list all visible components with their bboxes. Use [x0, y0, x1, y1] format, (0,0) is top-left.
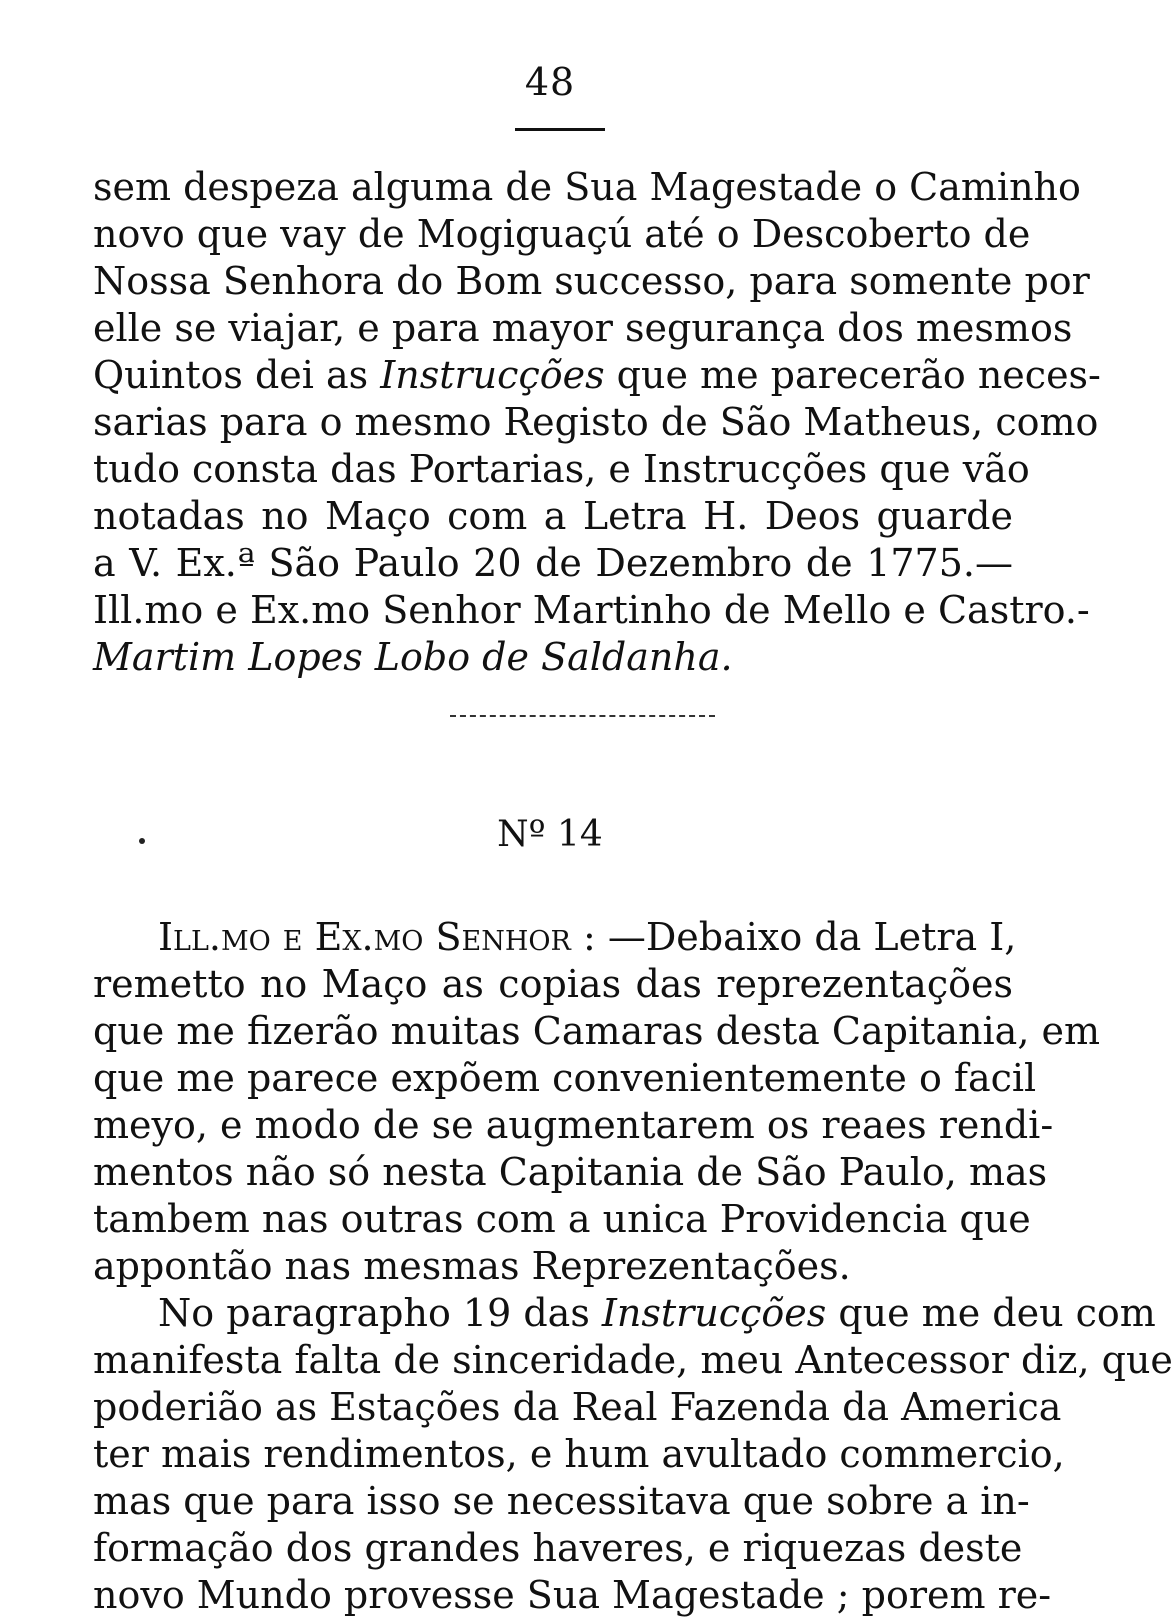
text-line: que me parece expõem convenientemente o facil: [93, 1056, 1037, 1100]
text-fragment: Quintos dei as: [93, 353, 381, 397]
text-line: poderião as Estações da Real Fazenda da America: [93, 1385, 1062, 1429]
text-line: [93, 1289, 1156, 1337]
text-line: mas que para isso se necessitava que sobre a in-: [93, 1479, 1030, 1523]
text-fragment: que me deu com: [826, 1291, 1156, 1335]
header-rule: [515, 128, 605, 131]
text-line: a V. Ex.ª São Paulo 20 de Dezembro de 1775.—: [93, 541, 1013, 585]
italic-term: Instrucções: [380, 353, 605, 397]
signature: Martim Lopes Lobo de Saldanha.: [93, 635, 733, 679]
text-line: tambem nas outras com a unica Providencia que: [93, 1197, 1031, 1241]
text-line: meyo, e modo de se augmentarem os reaes rendi-: [93, 1103, 1054, 1147]
text-line: appontão nas mesmas Reprezentações.: [93, 1244, 851, 1288]
ink-dot: [139, 838, 145, 844]
text-line: tudo consta das Portarias, e Instrucções que vão: [93, 447, 1030, 491]
section-separator: [450, 715, 715, 719]
text-fragment: No paragrapho 19 das: [158, 1291, 602, 1335]
page-number: 48: [524, 60, 576, 104]
text-line: mentos não só nesta Capitania de São Paulo, mas: [93, 1150, 1048, 1194]
salutation: Ill.mo e Ex.mo Senhor :: [158, 915, 596, 959]
text-line: [93, 913, 1017, 961]
text-line: novo que vay de Mogiguaçú até o Descoberto de: [93, 212, 1031, 256]
text-line: ter mais rendimentos, e hum avultado commercio,: [93, 1432, 1065, 1476]
text-line: que me fizerão muitas Camaras desta Capitania, em: [93, 1009, 1100, 1053]
text-line: notadas no Maço com a Letra H. Deos guarde: [93, 494, 1013, 538]
text-line: sem despeza alguma de Sua Magestade o Caminho: [93, 165, 1081, 209]
italic-term: Instrucções: [601, 1291, 827, 1335]
text-fragment: que me parecerão neces-: [604, 353, 1101, 397]
text-line: elle se viajar, e para mayor segurança dos mesmos: [93, 306, 1073, 350]
text-line: formação dos grandes haveres, e riquezas deste: [93, 1526, 1023, 1570]
text-line: manifesta falta de sinceridade, meu Antecessor diz, que: [93, 1338, 1173, 1382]
text-line: Nossa Senhora do Bom successo, para somente por: [93, 259, 1090, 303]
text-fragment: —Debaixo da Letra I,: [595, 915, 1017, 959]
text-line: [93, 351, 1101, 399]
section-title: Nº 14: [497, 814, 603, 855]
text-line: Ill.mo e Ex.mo Senhor Martinho de Mello e Castro.-: [93, 588, 1090, 632]
text-line: novo Mundo provesse Sua Magestade ; porem re-: [93, 1573, 1052, 1617]
text-line: remetto no Maço as copias das reprezentações: [93, 962, 1013, 1006]
text-line: sarias para o mesmo Registo de São Matheus, como: [93, 400, 1099, 444]
